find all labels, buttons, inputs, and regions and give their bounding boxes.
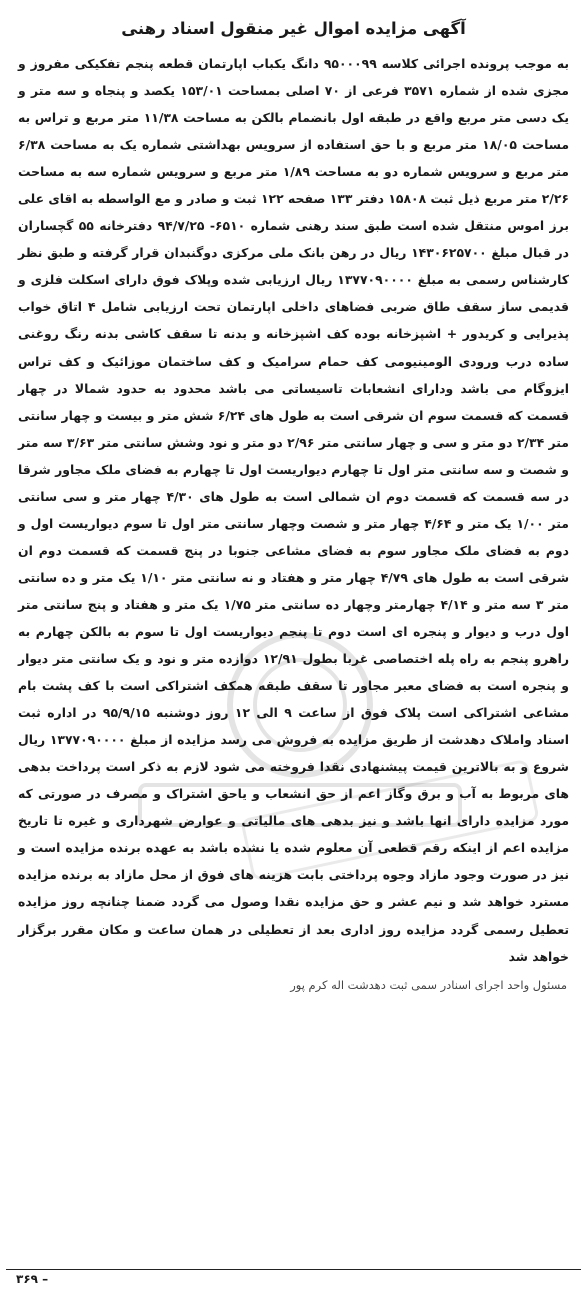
notice-panel xyxy=(6,6,581,1280)
notice-body: به موجب پرونده اجرائی کلاسه ۹۵۰۰۰۹۹ دانگ یکباب اپارتمان قطعه پنجم تفکیکی مفروز و مجزی شده از شماره ۳۵۷۱ فرعی از ۷۰ اصلی بمساحت ۱۵۳/۰۱ یکصد و پنجاه و سه متر و یک دسی متر مربع واقع در طبقه اول بانضمام بالکن به مساحت ۱۱/۳۸ متر مربع و تراس به مساحت ۱۸/۰۵ متر مربع و با حق استفاده از سرویس بهداشتی شماره یک به مساحت ۶/۳۸ متر مربع و سرویس شماره دو به مساحت ۱/۸۹ متر مربع و سرویس شماره سه به مساحت ۲/۲۶ متر مربع ذیل ثبت ۱۵۸۰۸ دفتر ۱۳۳ صفحه ۱۲۲ ثبت و صادر و مع الواسطه به اقای علی برز اموس منتقل شده است طبق سند رهنی شماره ۶۵۱۰- ۹۴/۷/۲۵ دفترخانه ۵۵ گچساران در قبال مبلغ ۱۴۳۰۶۲۵۷۰۰ ریال در رهن بانک ملی مرکزی دوگنبدان قرار گرفته و طبق نظر کارشناس رسمی به مبلغ ۱۳۷۷۰۹۰۰۰۰ ریال ارزیابی شده وپلاک فوق دارای اسکلت فلزی و قدیمی ساز سقف طاق ضربی فضاهای داخلی اپارتمان تحت ارزیابی شامل ۴ اتاق خواب پذیرایی و کریدور + اشپزخانه بوده کف اشپزخانه و بدنه تا سقف کاشی بدنه رنگ روغنی ساده درب ورودی الومینیومی کف حمام سرامیک و کف ساختمان موزائیک و کف تراس ایزوگام می باشد ودارای انشعابات تاسیساتی می باشد محدود به حدود شمالا در چهار قسمت که قسمت سوم ان شرقی است به طول های ۶/۲۴ شش متر و بیست و چهار سانتی متر ۲/۳۴ دو متر و سی و چهار سانتی متر ۲/۹۶ دو متر و نود وشش سانتی متر ۳/۶۳ سه متر و شصت و سه سانتی متر اول تا چهارم دیواریست اول تا چهارم به فضای ملک مجاور شرقا در سه قسمت که قسمت دوم ان شمالی است به طول های ۴/۳۰ چهار متر و سی سانتی متر ۱/۰۰ یک متر و ۴/۶۴ چهار متر و شصت وچهار سانتی متر اول تا سوم دیواریست اول و دوم به فضای ملک مجاور سوم به فضای مشاعی جنوبا در پنج قسمت که قسمت دوم ان شرقی است به طول های ۴/۷۹ چهار متر و هفتاد و نه سانتی متر ۱/۱۰ یک متر و ده سانتی متر ۳ سه متر و ۴/۱۴ چهارمتر وچهار ده سانتی متر ۱/۷۵ یک متر و هفتاد و پنج سانتی متر اول درب و دیوار و پنجره ای است دوم تا پنجم دیواریست اول تا سوم به بالکن چهارم به راهرو پنجم به راه پله اختصاصی غربا بطول ۱۲/۹۱ دوازده متر و نود و یک سانتی متر دیوار و پنجره است به فضای معبر مجاور تا سقف طبقه همکف اشتراکی است با کف پشت بام مشاعی اشتراکی است پلاک فوق از ساعت ۹ الی ۱۲ روز دوشنبه ۹۵/۹/۱۵ در اداره ثبت اسناد واملاک دهدشت از طریق مزایده به فروش می رسد مزایده از مبلغ ۱۳۷۷۰۹۰۰۰۰ ریال شروع و به بالاترین قیمت پیشنهادی نقدا فروخته می شود لازم به ذکر است پرداخت بدهی های مربوط به آب و برق وگاز اعم از حق انشعاب و یاحق اشتراک و مصرف در صورتی که مورد مزایده دارای انها باشد و نیز بدهی های مالیاتی و عوارض شهرداری و غیره تا تاریخ مزایده اعم از اینکه رقم قطعی آن معلوم شده یا نشده باشد به عهده برنده مزایده است و نیز در صورت وجود مازاد وجوه پرداختی بابت هزینه های فوق از محل مازاد به برنده مزایده مسترد خواهد شد و نیم عشر و حق مزایده نقدا وصول می گردد ضمنا چنانچه روز مزایده تعطیل رسمی گردد مزایده روز اداری بعد از تعطیلی در همان ساعت و مکان مقرر برگزار خواهد شد xyxy=(18,56,570,964)
notice-title: آگهی مزایده اموال غیر منقول اسناد رهنی xyxy=(121,19,466,38)
notice-footer xyxy=(6,1269,581,1292)
signature-line: مسئول واحد اجرای اسنادر سمی ثبت دهدشت اله کرم پور xyxy=(290,977,567,992)
notice-code: ۳۶۹ – xyxy=(16,1272,49,1286)
